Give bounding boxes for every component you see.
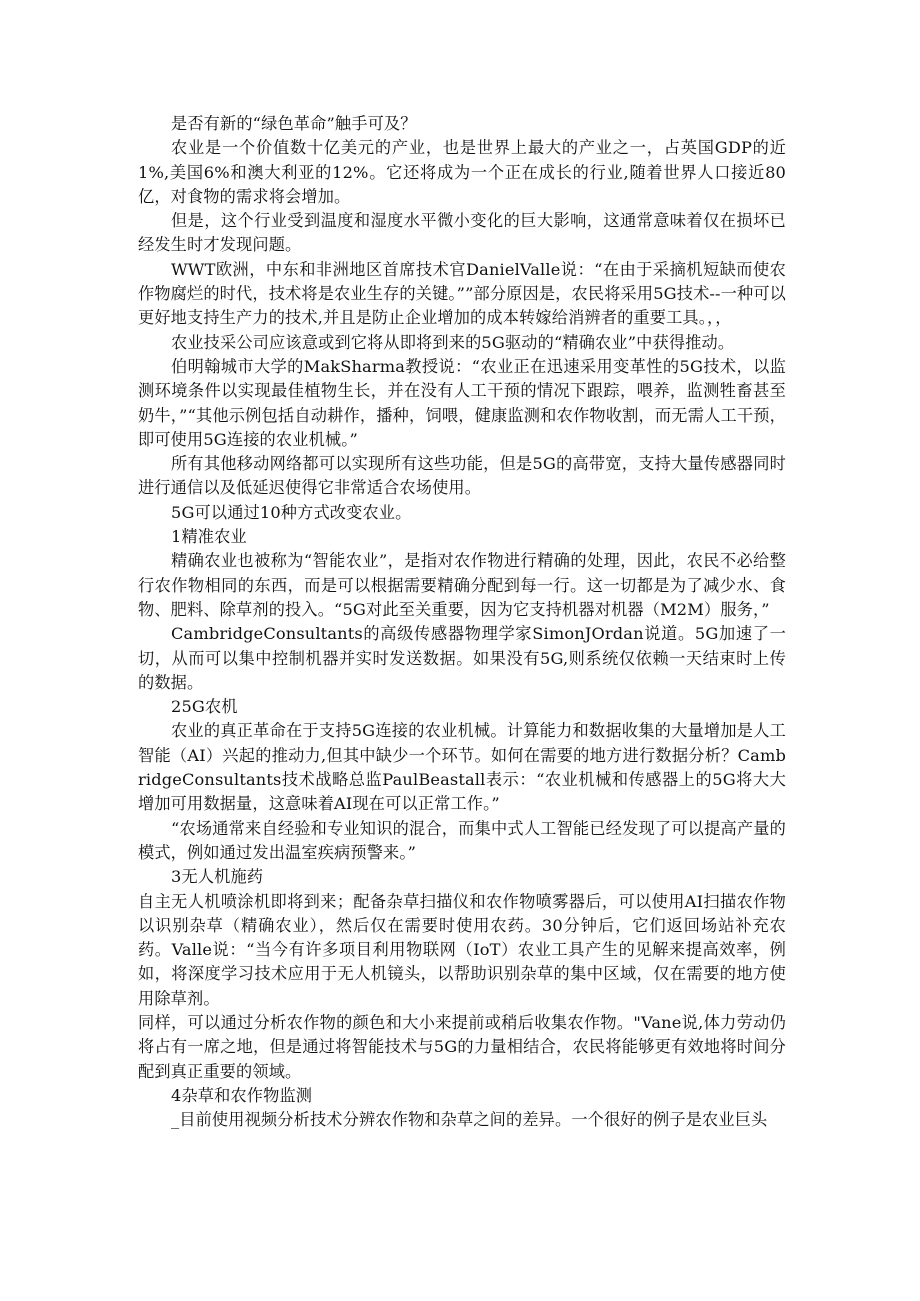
heading-precision-agriculture: 1精准农业 (171, 527, 247, 547)
heading-drone-spraying: 3无人机施药 (171, 867, 264, 887)
heading-5g-machinery: 25G农机 (171, 697, 238, 717)
paragraph-harvest-timing: 同样，可以通过分析农作物的颜色和大小来提前或稍后收集农作物。"Vane说,体力劳动仍将占有一席之地，但是通过将智能技术与5G的力量相结合，农民将能够更有效地将时间分配到真正重要的领域。 (138, 1012, 786, 1081)
paragraph-mobile-networks: 所有其他移动网络都可以实现所有这些功能，但是5G的高带宽，支持大量传感器同时进行通信以及低延迟使得它非常适合农场使用。 (138, 454, 786, 498)
paragraph-temperature-humidity: 但是，这个行业受到温度和湿度水平微小变化的巨大影响，这通常意味着仅在损坏已经发生时才发现问题。 (138, 211, 786, 255)
paragraph-wwt-valle-quote: WWT欧洲，中东和非洲地区首席技术官DanielValle说：“在由于采摘机短缺而使农作物腐烂的时代，技术将是农业生存的关键。””部分原因是，农民将采用5G技术--一种可以更好地支持生产力的技术,并且是防止企业增加的成本转嫁给消辨者的重要工具。，， (138, 259, 787, 328)
heading-green-revolution: 是否有新的“绿色革命”触手可及？ (171, 114, 417, 133)
paragraph-agriculture-value: 农业是一个价值数十亿美元的产业，也是世界上最大的产业之一，占英国GDP的近1%,美国6%和澳大利亚的12%。它还将成为一个正在成长的行业,随着世界人口接近80亿，对食物的需求将会增加。 (138, 138, 786, 206)
paragraph-sharma-quote: 伯明翰城市大学的MakSharma教授说：“农业正在迅速采用变革性的5G技术，以监测环境条件以实现最佳植物生长，并在没有人工干预的情况下跟踪，喂养，监测牲畜甚至奶牛，”“其他示例包括自动耕作，播种，饲喂，健康监测和农作物收割，而无需人工干预，即可使用5G连接的农业机械。” (138, 356, 786, 449)
heading-weed-crop-monitoring: 4杂草和农作物监测 (171, 1085, 313, 1105)
paragraph-smart-agriculture: 精确农业也被称为“智能农业”，是指对农作物进行精确的处理，因此，农民不必给整行农作物相同的东西，而是可以根据需要精确分配到每一行。这一切都是为了减少水、食物、肥料、除草剂的投入。“5G对此至关重要，因为它支持机器对机器（M2M）服务，” (138, 551, 786, 619)
document-page (138, 112, 786, 1132)
paragraph-autonomous-drones: 自主无人机喷涂机即将到来；配备杂草扫描仪和农作物喷雾器后，可以使用AI扫描农作物以识别杂草（精确农业），然后仅在需要时使用农药。30分钟后，它们返回场站补充农药。Valle说：“当今有许多项目利用物联网（IoT）农业工具产生的见解来提高效率，例如，将深度学习技术应用于无人机镜头，以帮助识别杂草的集中区域，仅在需要的地方使用除草剂。 (138, 891, 786, 1008)
paragraph-farm-experience: “农场通常来自经验和专业知识的混合，而集中式人工智能已经发现了可以提高产量的模式，例如通过发出温室疾病预警来。” (138, 818, 786, 862)
paragraph-ai-revolution: 农业的真正革命在于支持5G连接的农业机械。计算能力和数据收集的大量增加是人工智能（AI）兴起的推动力,但其中缺少一个环节。如何在需要的地方进行数据分析？CambridgeConsultants技术战略总监PaulBeastall表示：“农业机械和传感器上的5G将大大增加可用数据量，这意味着AI现在可以正常工作。” (138, 721, 786, 814)
paragraph-precision-push: 农业技采公司应该意或到它将从即将到来的5G驱动的“精确农业”中获得推动。 (171, 332, 735, 352)
paragraph-video-analytics: _目前使用视频分析技术分辨农作物和杂草之间的差异。一个很好的例子是农业巨头 (171, 1110, 768, 1130)
paragraph-cambridge-jordan: CambridgeConsultants的高级传感器物理学家SimonJOrdan说道。5G加速了一切，从而可以集中控制机器并实时发送数据。如果没有5G,则系统仅依赖一天结束时上传的数据。 (138, 624, 786, 692)
paragraph-ten-ways: 5G可以通过10种方式改变农业。 (171, 502, 412, 522)
